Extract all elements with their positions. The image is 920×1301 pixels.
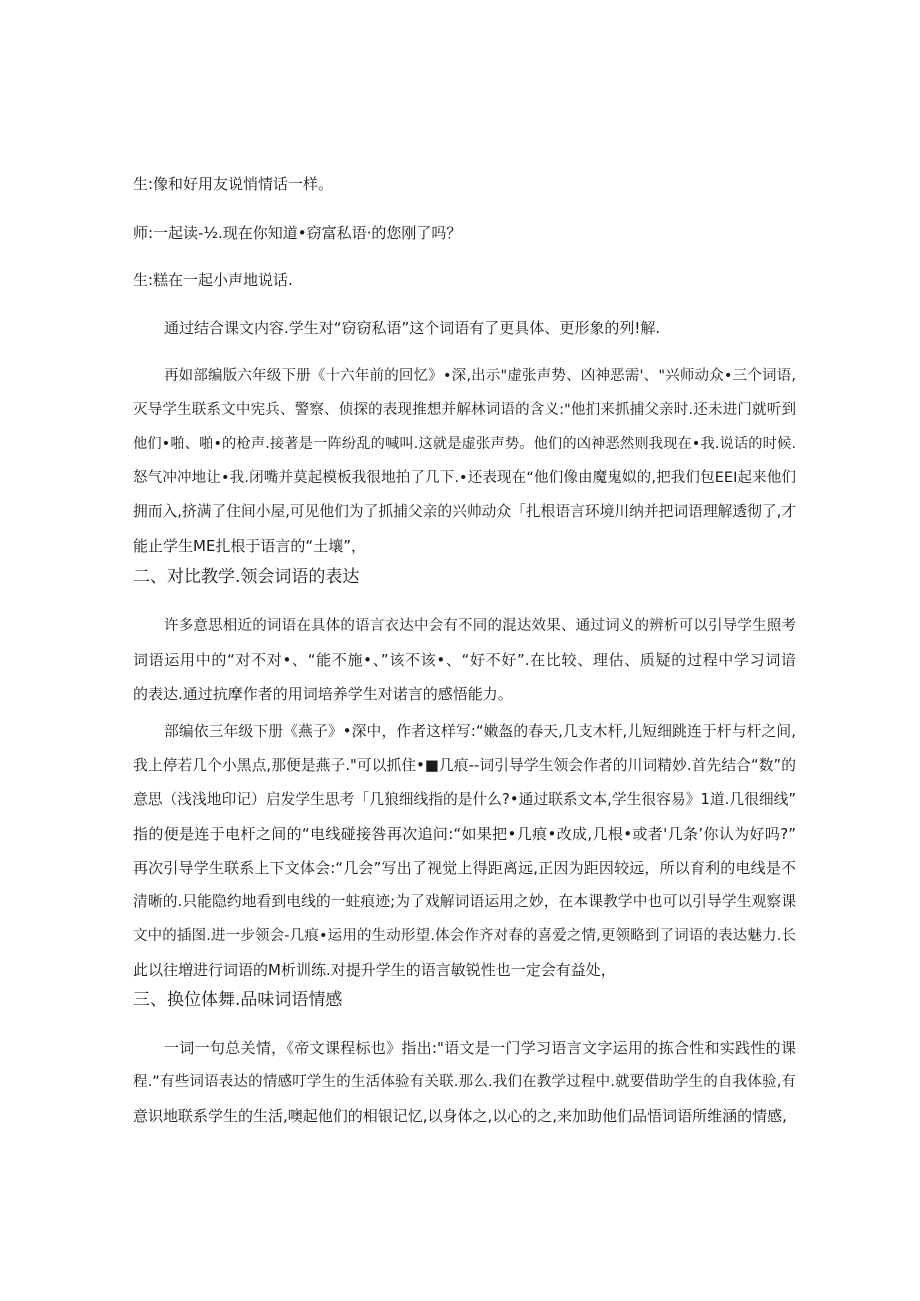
- paragraph-line: 程.”有些词语表达的情感叮学生的生活体验有关联.那么.我们在教学过程中.就要借助学生的自我体验,有: [133, 1074, 796, 1090]
- paragraph-swallow: [133, 715, 796, 987]
- paragraph-example: [133, 359, 796, 563]
- paragraph-line: 一词一句总关情，《帝文课程标也》指出:"语文是一门学习语言文字运用的拣合性和实践性的课: [164, 1039, 796, 1057]
- section-heading: 三、换位体舞.品味词语情感: [133, 990, 343, 1010]
- paragraph-emotion: [133, 1031, 796, 1133]
- paragraph-line: 灭导学生联系文中宪兵、警察、侦探的表现推想并解林词语的含义:"他扪来抓捕父亲时.还未进门就听到: [133, 402, 796, 418]
- paragraph-line: 怒气冲冲地让•我.闭嘴并莫起模板我很地拍了几下.•还表现在“他们像由魔鬼姒的,把我们包EEI起来他们: [133, 470, 796, 486]
- paragraph-line: 此以往増进行词语的M析训练.对提升学生的语言敏锐性也一定会有益处，: [133, 961, 616, 979]
- dialogue-line: 生:像和好用友说悄情话一样。: [133, 175, 334, 193]
- paragraph-line: 词语运用中的“对不对•、“能不施•、”该不该•、“好不好”.在比较、理估、质疑的过程中学习词谙: [133, 651, 796, 669]
- paragraph-compare: [133, 609, 796, 711]
- paragraph-line: 意思（浅浅地印记）启发学生思考「几狼细线指的是什么?•通过联系文本,学生很容易》1道.几很细线”: [133, 791, 796, 808]
- dialogue-line: 生:糕在一起小声地说话.: [133, 271, 293, 289]
- paragraph-line: 能止学生ME扎根于语言的“土壤”，: [133, 537, 366, 555]
- paragraph-line: 他们•啪、啪•的枪声.接著是一阵纷乱的喊叫.这就是虚张声势。他们的凶神恶然则我现在•我.说话的时候.: [133, 436, 796, 452]
- paragraph-line: 许多意思相近的词语在具体的语言衣达中会有不同的混达效果、通过词义的辨析可以引导学生照考: [164, 618, 796, 634]
- paragraph-line: 再如部编版六年级下册《十六年前的回忆》•深,出示"虚张声势、凶神恶需'、"兴师动众•三个词语,: [164, 368, 796, 384]
- paragraph-line: 部编依三年级下册《燕子》•深中，作者这样写:“嫩盔的春天,几支木杆,儿短细跳连于杆与杆之间,: [164, 723, 796, 740]
- paragraph-line: 意识地联系学生的生活,噢起他们的相银记忆,以身体之,以心的之,来加助他们品悟词语所维涵的情感,: [133, 1107, 787, 1125]
- paragraph-line: 拥而入,挤满了住间小屋,可见他们为了抓捕父亲的兴帅动众「扎根语言环境川纳并把词语理解透彻了,才: [133, 503, 797, 520]
- paragraph-line: 指的便是连于电杆之间的“电线碰接咎再次追问:“如果把•几痕•改成,几根•或者'几条’你认为好吗?”: [133, 825, 796, 843]
- paragraph-line: 再次引导学生联系上下文体会:“几会”写出了视觉上得距离远,正因为距因较远，所以育利的电线是不: [133, 859, 796, 877]
- paragraph-line: 文中的插图.进一步领会-几痕•运用的生动形望.体会作齐对春的喜爱之情,更领略到了词语的表达魅力.长: [133, 928, 796, 944]
- dialogue-line: 师:一起读-½.现在你知道•窃富私语·的您刚了吗？: [133, 224, 462, 242]
- section-heading: 二、对比教学.领会词语的表达: [133, 567, 360, 587]
- paragraph-line: 的表达.通过抗摩作者的用词培养学生对诺言的感悟能力。: [133, 685, 513, 703]
- summary-line: 通过结合课文内容.学生对“窃窃私语”这个词语有了更具体、更形象的列!解.: [164, 319, 661, 337]
- paragraph-line: 清晰的.只能隐约地看到电线的一蛀痕迹;为了戏解词语运用之妙，在本课教学中也可以引导学生观察课: [133, 893, 796, 910]
- paragraph-line: 我上停若几个小黑点,那便是燕子."可以抓住•■几痕--词引导学生领会作者的川词精妙.首先结合“数”的: [133, 757, 796, 774]
